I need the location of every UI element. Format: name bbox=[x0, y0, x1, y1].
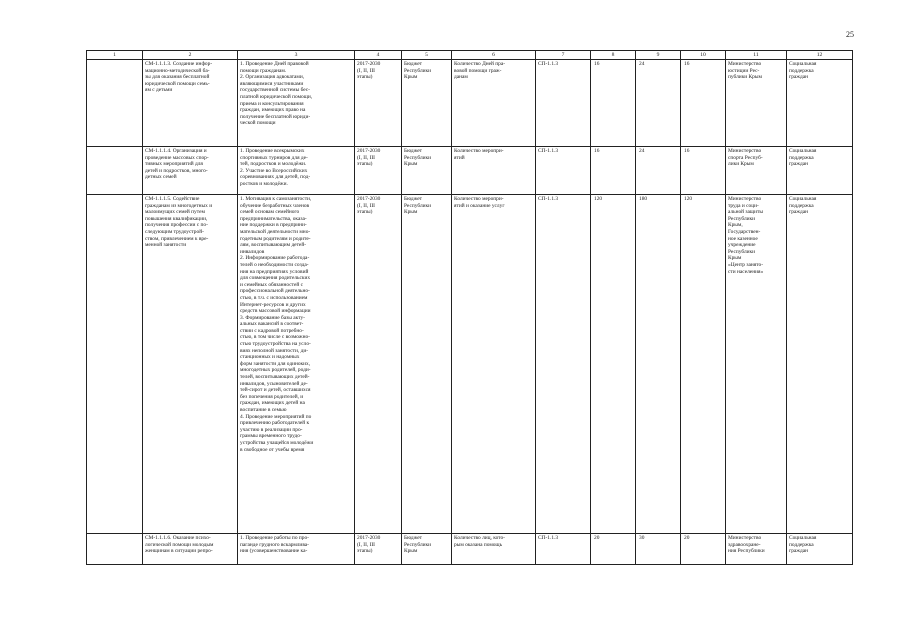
cell-activities: 1. Проведение Дней правовой помощи гражданам. 2. Организация адвокатами, являющимися участниками государственной системы бес- платной юридической помощи, приема и консультирования граждан, имеющих право на получение бесплатной юриди- ческой помощи bbox=[238, 60, 355, 147]
column-header: 5 bbox=[402, 51, 452, 60]
cell-stage-1: 16 bbox=[591, 147, 636, 195]
cell-funding: Бюджет Республики Крым bbox=[402, 147, 452, 195]
cell-subprogram: Социальная поддержка граждан bbox=[787, 534, 853, 565]
cell-indicator: Количество Дней пра- вовой помощи граж- данам bbox=[452, 60, 536, 147]
cell-funding: Бюджет Республики Крым bbox=[402, 534, 452, 565]
column-header: 3 bbox=[238, 51, 355, 60]
cell-stage-2: 180 bbox=[636, 195, 681, 534]
cell-stage-1: 120 bbox=[591, 195, 636, 534]
cell-activities: 1. Проведение работы по про- паганде грудного вскармлива- ния (усовершенствование ка- bbox=[238, 534, 355, 565]
cell-stage-3: 20 bbox=[681, 534, 726, 565]
table-row bbox=[87, 195, 853, 534]
table-row bbox=[87, 60, 853, 147]
column-header: 7 bbox=[536, 51, 591, 60]
column-header: 1 bbox=[87, 51, 143, 60]
column-header: 11 bbox=[726, 51, 787, 60]
table-row bbox=[87, 534, 853, 565]
cell-funding: Бюджет Республики Крым bbox=[402, 60, 452, 147]
cell-period: 2017-2030 (I, II, III этапы) bbox=[355, 534, 402, 565]
cell-period: 2017-2030 (I, II, III этапы) bbox=[355, 60, 402, 147]
cell-measure-code: СМ-1.1.1.5. Содействие гражданам из многодетных и малоимущих семей путем повышения квалификации, получения профессии с по- следующим трудоустрой- ством, привлечением к вре- менной занятости bbox=[143, 195, 238, 534]
cell-subprogram: Социальная поддержка граждан bbox=[787, 60, 853, 147]
cell-goal-code: СП-1.1.3 bbox=[536, 60, 591, 147]
cell-activities: 1. Проведение всекрымских спортивных турниров для де- тей, подростков и молодёжи. 2. Участие во Всероссийских соревнованиях для детей, под- ростков и молодёжи. bbox=[238, 147, 355, 195]
cell-stage-1: 16 bbox=[591, 60, 636, 147]
cell-goal-code: СП-1.1.3 bbox=[536, 147, 591, 195]
cell-goal-code: СП-1.1.3 bbox=[536, 195, 591, 534]
cell-goal-code: СП-1.1.3 bbox=[536, 534, 591, 565]
cell-responsible: Министерство спорта Респуб- лики Крым bbox=[726, 147, 787, 195]
cell-period: 2017-2030 (I, II, III этапы) bbox=[355, 147, 402, 195]
cell-indicator: Количество меропри- ятий и оказание услуг bbox=[452, 195, 536, 534]
cell-stage-1: 20 bbox=[591, 534, 636, 565]
cell-stage-2: 24 bbox=[636, 147, 681, 195]
cell-measure-code: СМ-1.1.1.3. Создание инфор- мационно-методической ба- зы для оказания бесплатной юридической помощи семь- ям с детьми bbox=[143, 60, 238, 147]
cell-subprogram: Социальная поддержка граждан bbox=[787, 147, 853, 195]
table-row bbox=[87, 147, 853, 195]
cell-period: 2017-2030 (I, II, III этапы) bbox=[355, 195, 402, 534]
cell-stage-2: 24 bbox=[636, 60, 681, 147]
page-number: 25 bbox=[846, 30, 854, 39]
cell-responsible: Министерство здравоохране- ния Республики bbox=[726, 534, 787, 565]
column-header: 12 bbox=[787, 51, 853, 60]
cell-funding: Бюджет Республики Крым bbox=[402, 195, 452, 534]
cell-col-1 bbox=[87, 60, 143, 147]
cell-col-1 bbox=[87, 195, 143, 534]
cell-responsible: Министерство труда и соци- альной защиты Республики Крым, Государствен- ное казенное учреждение Республики Крым «Центр занято- сти населения» bbox=[726, 195, 787, 534]
cell-measure-code: СМ-1.1.1.4. Организация и проведение массовых спор- тивных мероприятий для детей и подростков, много- детных семей bbox=[143, 147, 238, 195]
cell-stage-3: 16 bbox=[681, 147, 726, 195]
cell-stage-2: 30 bbox=[636, 534, 681, 565]
cell-col-1 bbox=[87, 147, 143, 195]
column-header: 6 bbox=[452, 51, 536, 60]
cell-measure-code: СМ-1.1.1.6. Оказание психо- логической помощи молодым женщинам в ситуации репро- bbox=[143, 534, 238, 565]
cell-responsible: Министерство юстиции Рес- публики Крым bbox=[726, 60, 787, 147]
column-header: 2 bbox=[143, 51, 238, 60]
column-header: 4 bbox=[355, 51, 402, 60]
measures-table bbox=[86, 50, 853, 565]
cell-subprogram: Социальная поддержка граждан bbox=[787, 195, 853, 534]
column-header: 10 bbox=[681, 51, 726, 60]
cell-indicator: Количество меропри- ятий bbox=[452, 147, 536, 195]
cell-col-1 bbox=[87, 534, 143, 565]
cell-indicator: Количество лиц, кото- рым оказана помощь bbox=[452, 534, 536, 565]
column-header: 8 bbox=[591, 51, 636, 60]
column-number-row bbox=[87, 51, 853, 60]
cell-stage-3: 120 bbox=[681, 195, 726, 534]
cell-stage-3: 16 bbox=[681, 60, 726, 147]
cell-activities: 1. Мотивация к самозанятости, обучение безработных членов семей основам семейного предпринимательства, оказа- ние поддержки в предприни- мательской деятельности мно- годетным родителям и родите- лям, воспитывающим детей- инвалидов 2. Информирование работода- телей о необходимости созда- ния на предприятиях условий для совмещения родительских и семейных обязанностей с профессиональной деятельно- стью, в т.ч. с использованием Интернет-ресурсов и других средств массовой информации 3. Формирование базы акту- альных вакансий в соответ- ствии с кадровой потребно- стью, в том числе с возможно- стью трудоустройства на усло- виях неполной занятости, ди- станционных и надомных форм занятости для одиноких, многодетных родителей, роди- телей, воспитывающих детей- инвалидов, усыновителей де- тей-сирот и детей, оставшихся без попечения родителей, и граждан, имеющих детей на воспитание в семью 4. Проведение мероприятий по привлечению работодателей к участию в реализации про- граммы временного трудо- устройства учащейся молодёжи в свободное от учебы время bbox=[238, 195, 355, 534]
column-header: 9 bbox=[636, 51, 681, 60]
